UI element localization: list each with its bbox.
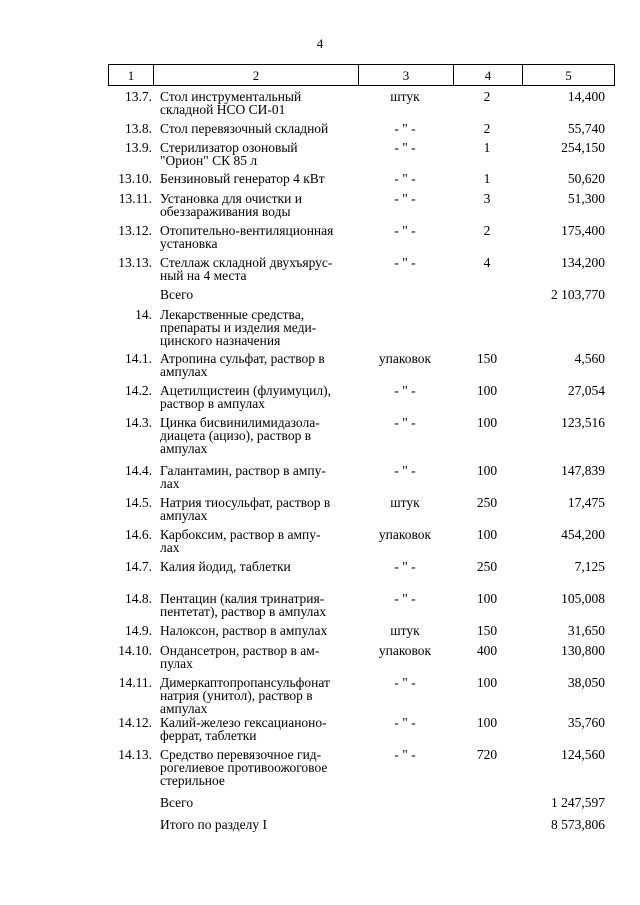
row-unit: - " - <box>394 223 416 238</box>
row-price: 175,400 <box>561 223 605 238</box>
row-name: Атропина сульфат, раствор в ампулах <box>160 351 325 379</box>
row-name: Пентацин (калия тринатрия- пентетат), раствор в ампулах <box>160 591 327 619</box>
row-unit: - " - <box>394 191 416 206</box>
header-col-3: 3 <box>359 65 454 86</box>
row-name: Налоксон, раствор в ампулах <box>160 623 328 638</box>
row-name: Галантамин, раствор в ампу- лах <box>160 463 326 491</box>
row-name: Стол перевязочный складной <box>160 121 329 136</box>
row-name: Ацетилцистеин (флуимуцил), раствор в ампулах <box>160 383 331 411</box>
row-unit: штук <box>390 495 420 510</box>
row-name: Цинка бисвинилимидазола- диацета (ацизо), раствор в ампулах <box>160 415 320 456</box>
row-quantity: 1 <box>483 171 491 186</box>
row-unit: - " - <box>394 463 416 478</box>
row-name: Всего <box>160 795 194 810</box>
row-price: 105,008 <box>561 591 605 606</box>
row-number: 13.13. <box>118 255 152 270</box>
row-price: 27,054 <box>567 383 605 398</box>
row-unit: - " - <box>394 675 416 690</box>
row-number: 13.9. <box>125 140 152 155</box>
row-quantity: 150 <box>476 351 498 366</box>
row-number: 14.9. <box>125 623 152 638</box>
row-quantity: 4 <box>483 255 491 270</box>
row-price: 124,560 <box>561 747 605 762</box>
row-price: 4,560 <box>574 351 605 366</box>
row-number: 14.3. <box>125 415 152 430</box>
row-unit: - " - <box>394 140 416 155</box>
row-price: 254,150 <box>561 140 605 155</box>
row-price: 55,740 <box>567 121 605 136</box>
row-unit: упаковок <box>378 527 432 542</box>
row-name: Натрия тиосульфат, раствор в ампулах <box>160 495 331 523</box>
row-name: Калия йодид, таблетки <box>160 559 291 574</box>
header-col-1: 1 <box>109 65 154 86</box>
row-price: 31,650 <box>567 623 605 638</box>
row-quantity: 100 <box>476 415 498 430</box>
row-name: Лекарственные средства, препараты и изделия меди- цинского назначения <box>160 307 317 348</box>
row-unit: - " - <box>394 171 416 186</box>
row-unit: - " - <box>394 591 416 606</box>
row-price: 147,839 <box>561 463 605 478</box>
row-quantity: 2 <box>483 223 491 238</box>
row-quantity: 250 <box>476 559 498 574</box>
row-unit: упаковок <box>378 643 432 658</box>
row-unit: - " - <box>394 715 416 730</box>
row-name: Ондансетрон, раствор в ам- пулах <box>160 643 320 671</box>
row-quantity: 1 <box>483 140 491 155</box>
row-name: Стерилизатор озоновый "Орион" СК 85 л <box>160 140 298 168</box>
row-price: 7,125 <box>574 559 605 574</box>
row-name: Итого по разделу I <box>160 817 267 832</box>
row-name: Средство перевязочное гид- рогелиевое противоожоговое стерильное <box>160 747 328 788</box>
row-quantity: 100 <box>476 715 498 730</box>
row-number: 14. <box>135 307 152 322</box>
row-price: 130,800 <box>561 643 605 658</box>
row-quantity: 100 <box>476 383 498 398</box>
row-number: 14.2. <box>125 383 152 398</box>
row-price: 51,300 <box>567 191 605 206</box>
row-number: 13.11. <box>118 191 152 206</box>
row-price: 14,400 <box>567 89 605 104</box>
row-name: Карбоксим, раствор в ампу- лах <box>160 527 321 555</box>
row-name: Отопительно-вентиляционная установка <box>160 223 334 251</box>
row-unit: - " - <box>394 415 416 430</box>
row-unit: штук <box>390 623 420 638</box>
row-name: Калий-железо гексацианоно- феррат, таблетки <box>160 715 327 743</box>
row-number: 13.10. <box>118 171 152 186</box>
row-price: 8 573,806 <box>551 817 605 832</box>
row-unit: - " - <box>394 121 416 136</box>
row-number: 14.4. <box>125 463 152 478</box>
row-quantity: 100 <box>476 463 498 478</box>
row-quantity: 100 <box>476 675 498 690</box>
header-col-5: 5 <box>523 65 615 86</box>
row-unit: - " - <box>394 747 416 762</box>
column-header-row <box>109 65 615 86</box>
row-price: 38,050 <box>567 675 605 690</box>
header-col-2: 2 <box>154 65 359 86</box>
row-number: 14.13. <box>118 747 152 762</box>
row-number: 14.7. <box>125 559 152 574</box>
row-unit: - " - <box>394 255 416 270</box>
header-col-4: 4 <box>454 65 523 86</box>
row-unit: - " - <box>394 559 416 574</box>
row-quantity: 400 <box>476 643 498 658</box>
row-unit: упаковок <box>378 351 432 366</box>
row-price: 35,760 <box>567 715 605 730</box>
row-name: Димеркаптопропансульфонат натрия (унитол), раствор в ампулах <box>160 675 330 716</box>
row-number: 14.10. <box>118 643 152 658</box>
row-name: Бензиновый генератор 4 кВт <box>160 171 325 186</box>
column-header-table <box>108 64 615 86</box>
row-quantity: 100 <box>476 527 498 542</box>
row-number: 13.8. <box>125 121 152 136</box>
row-quantity: 250 <box>476 495 498 510</box>
row-number: 14.11. <box>118 675 152 690</box>
row-unit: - " - <box>394 383 416 398</box>
row-price: 123,516 <box>561 415 605 430</box>
row-number: 14.8. <box>125 591 152 606</box>
row-number: 14.1. <box>125 351 152 366</box>
page-number: 4 <box>316 36 324 51</box>
row-number: 14.12. <box>118 715 152 730</box>
row-quantity: 100 <box>476 591 498 606</box>
row-price: 2 103,770 <box>551 287 605 302</box>
row-number: 14.5. <box>125 495 152 510</box>
row-number: 13.7. <box>125 89 152 104</box>
row-quantity: 150 <box>476 623 498 638</box>
row-price: 1 247,597 <box>551 795 605 810</box>
row-price: 17,475 <box>567 495 605 510</box>
row-unit: штук <box>390 89 420 104</box>
row-name: Стеллаж складной двухъярус- ный на 4 места <box>160 255 333 283</box>
row-price: 454,200 <box>561 527 605 542</box>
row-quantity: 3 <box>483 191 491 206</box>
row-quantity: 2 <box>483 89 491 104</box>
row-quantity: 2 <box>483 121 491 136</box>
row-quantity: 720 <box>476 747 498 762</box>
row-price: 50,620 <box>567 171 605 186</box>
row-number: 13.12. <box>118 223 152 238</box>
row-name: Всего <box>160 287 194 302</box>
row-price: 134,200 <box>561 255 605 270</box>
row-name: Установка для очистки и обеззараживания воды <box>160 191 302 219</box>
row-number: 14.6. <box>125 527 152 542</box>
row-name: Стол инструментальный складной НСО СИ-01 <box>160 89 302 117</box>
